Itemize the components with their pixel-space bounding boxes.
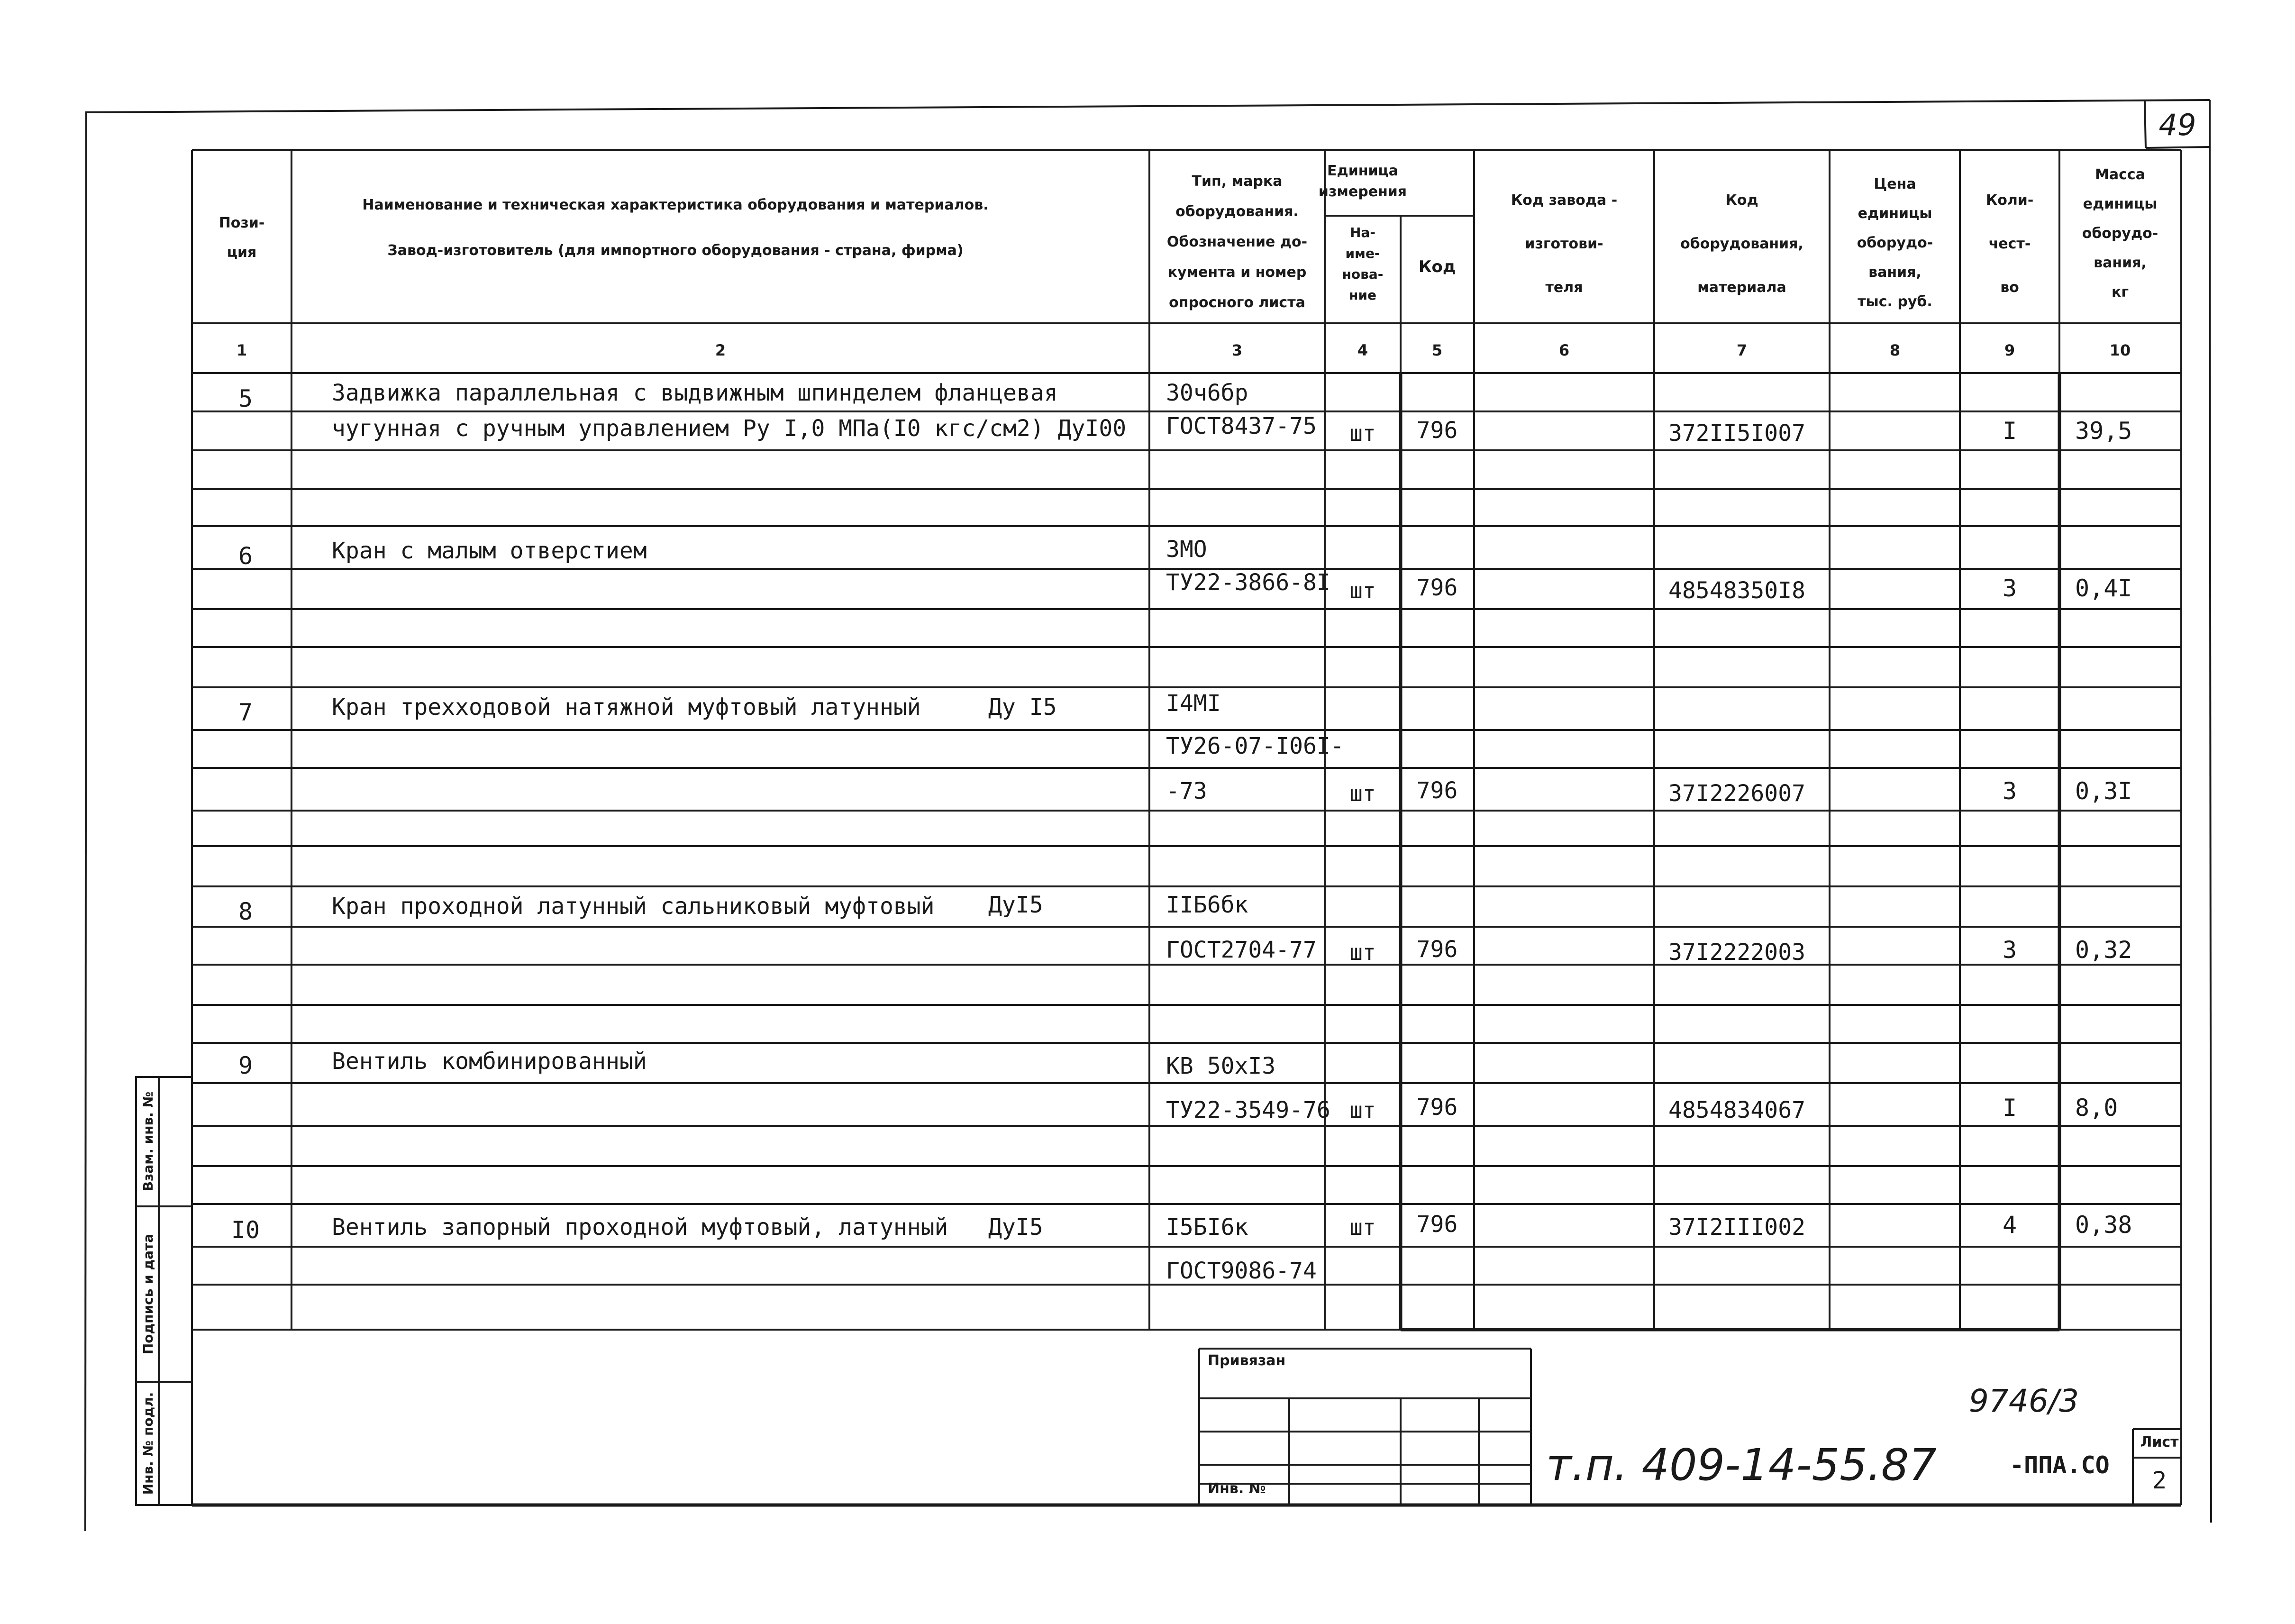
unit-code: 796 bbox=[1416, 936, 1458, 963]
header-price: Цена bbox=[1874, 176, 1916, 192]
inventory-label: Инв. № bbox=[1208, 1480, 1266, 1497]
mass: 0,3I bbox=[2075, 777, 2132, 805]
header-unit-name: ние bbox=[1349, 287, 1376, 303]
type-designation: I5БI6к bbox=[1166, 1214, 1248, 1241]
column-number: 8 bbox=[1889, 341, 1901, 359]
project-number: т.п. 409-14-55.87 bbox=[1546, 1440, 1937, 1490]
album-number: 9746/3 bbox=[1968, 1383, 2079, 1419]
header-name-line1: Наименование и техническая характеристика оборудования и материалов. bbox=[362, 197, 989, 213]
unit-name: шт bbox=[1349, 420, 1376, 446]
document-code: -ППА.СО bbox=[2010, 1451, 2110, 1479]
header-quantity: во bbox=[2000, 279, 2019, 296]
column-number: 2 bbox=[715, 341, 726, 359]
header-equipment-code: материала bbox=[1697, 279, 1786, 296]
item-name: чугунная с ручным управлением Ру I,0 МПа(I0 кгс/см2) ДуI00 bbox=[332, 415, 1127, 442]
header-unit-group: измерения bbox=[1318, 183, 1407, 200]
unit-name: шт bbox=[1349, 1097, 1376, 1123]
header-type: оборудования. bbox=[1175, 203, 1299, 220]
equipment-code: 37I2226007 bbox=[1668, 780, 1805, 807]
type-designation: ГОСТ9086-74 bbox=[1166, 1258, 1317, 1284]
header-unit-name: име- bbox=[1345, 246, 1380, 261]
sheet-index: 2 bbox=[2152, 1467, 2167, 1494]
mass: 8,0 bbox=[2075, 1094, 2118, 1122]
item-name: Кран с малым отверстием bbox=[332, 538, 647, 564]
quantity: 3 bbox=[2002, 575, 2017, 602]
nominal-diameter: ДуI5 bbox=[988, 892, 1043, 918]
equipment-code: 4854834067 bbox=[1668, 1097, 1805, 1123]
equipment-code: 37I2222003 bbox=[1668, 939, 1805, 966]
unit-name: шт bbox=[1349, 940, 1376, 965]
mass: 0,4I bbox=[2075, 575, 2132, 602]
column-number: 7 bbox=[1736, 341, 1748, 359]
header-position: Пози- bbox=[219, 215, 265, 231]
header-factory-code: теля bbox=[1545, 279, 1583, 296]
header-unit-group: Единица bbox=[1327, 163, 1398, 179]
quantity: I bbox=[2002, 417, 2017, 445]
sheet-label: Лист bbox=[2140, 1434, 2179, 1451]
header-equipment-code: Код bbox=[1725, 192, 1758, 209]
nominal-diameter: ДуI5 bbox=[988, 1214, 1043, 1241]
unit-name: шт bbox=[1349, 781, 1376, 806]
header-mass: кг bbox=[2111, 284, 2129, 301]
header-position: ция bbox=[227, 244, 257, 261]
position-number: 7 bbox=[238, 699, 253, 726]
type-designation: ТУ22-3866-8I bbox=[1166, 569, 1330, 596]
unit-name: шт bbox=[1349, 578, 1376, 603]
column-number: 1 bbox=[236, 341, 247, 359]
side-stamp-label: Подпись и дата bbox=[140, 1233, 156, 1355]
side-stamp-label: Взам. инв. № bbox=[140, 1091, 156, 1192]
header-factory-code: изготови- bbox=[1525, 236, 1603, 252]
item-name: Кран проходной латунный сальниковый муфтовый bbox=[332, 893, 935, 920]
header-type: опросного листа bbox=[1169, 294, 1305, 311]
quantity: 3 bbox=[2002, 777, 2017, 805]
header-name-line2: Завод-изготовитель (для импортного оборудования - страна, фирма) bbox=[387, 242, 964, 259]
header-unit-name: На- bbox=[1350, 225, 1375, 240]
column-number: 10 bbox=[2109, 341, 2131, 359]
mass: 0,38 bbox=[2075, 1211, 2132, 1239]
item-name: Кран трехходовой натяжной муфтовый латунный bbox=[332, 694, 921, 721]
position-number: 6 bbox=[238, 542, 253, 570]
position-number: 8 bbox=[238, 898, 253, 925]
header-price: единицы bbox=[1858, 205, 1932, 222]
unit-code: 796 bbox=[1416, 417, 1458, 444]
unit-code: 796 bbox=[1416, 1211, 1458, 1238]
header-factory-code: Код завода - bbox=[1511, 192, 1618, 209]
equipment-code: 37I2III002 bbox=[1668, 1214, 1805, 1241]
type-designation: IIБ6бк bbox=[1166, 892, 1248, 918]
header-price: тыс. руб. bbox=[1858, 293, 1932, 310]
mass: 39,5 bbox=[2075, 417, 2132, 445]
quantity: 4 bbox=[2002, 1211, 2017, 1239]
type-designation: ГОСТ2704-77 bbox=[1166, 937, 1317, 963]
type-designation: ТУ26-07-I06I- bbox=[1166, 733, 1344, 759]
type-designation: ГОСТ8437-75 bbox=[1166, 413, 1317, 439]
column-number: 6 bbox=[1558, 341, 1570, 359]
item-name: Вентиль запорный проходной муфтовый, латунный bbox=[332, 1214, 948, 1241]
type-designation: КВ 50хI3 bbox=[1166, 1053, 1276, 1079]
column-number: 5 bbox=[1431, 341, 1443, 359]
header-type: кумента и номер bbox=[1167, 264, 1307, 281]
unit-code: 796 bbox=[1416, 1094, 1458, 1121]
quantity: 3 bbox=[2002, 936, 2017, 964]
equipment-code: 48548350I8 bbox=[1668, 577, 1805, 604]
unit-code: 796 bbox=[1416, 777, 1458, 804]
header-mass: Масса bbox=[2095, 166, 2145, 183]
equipment-code: 372II5I007 bbox=[1668, 420, 1805, 447]
unit-name: шт bbox=[1349, 1214, 1376, 1240]
type-designation: -73 bbox=[1166, 778, 1207, 804]
quantity: I bbox=[2002, 1094, 2017, 1122]
header-unit-code: Код bbox=[1418, 257, 1456, 276]
linked-label: Привязан bbox=[1208, 1352, 1286, 1369]
header-mass: единицы bbox=[2083, 196, 2158, 212]
header-mass: оборудо- bbox=[2082, 225, 2158, 242]
unit-code: 796 bbox=[1416, 575, 1458, 601]
header-quantity: чест- bbox=[1988, 236, 2031, 252]
type-designation: 30ч6бр bbox=[1166, 380, 1248, 406]
header-type: Обозначение до- bbox=[1166, 234, 1308, 250]
item-name: Вентиль комбинированный bbox=[332, 1048, 647, 1075]
position-number: I0 bbox=[231, 1216, 260, 1244]
header-price: вания, bbox=[1868, 264, 1922, 281]
header-unit-name: нова- bbox=[1342, 266, 1384, 282]
nominal-diameter: Ду I5 bbox=[988, 694, 1057, 721]
header-equipment-code: оборудования, bbox=[1680, 236, 1803, 252]
position-number: 5 bbox=[238, 385, 253, 412]
position-number: 9 bbox=[238, 1052, 253, 1079]
column-number: 9 bbox=[2004, 341, 2015, 359]
item-name: Задвижка параллельная с выдвижным шпинделем фланцевая bbox=[332, 380, 1058, 406]
side-stamp-label: Инв. № подл. bbox=[140, 1392, 156, 1495]
column-number: 3 bbox=[1231, 341, 1243, 359]
header-mass: вания, bbox=[2094, 255, 2147, 271]
mass: 0,32 bbox=[2075, 936, 2132, 964]
type-designation: I4МI bbox=[1166, 690, 1221, 717]
header-price: оборудо- bbox=[1857, 235, 1933, 251]
type-designation: 3МО bbox=[1166, 536, 1207, 563]
header-quantity: Коли- bbox=[1985, 192, 2034, 209]
sheet-number-top: 49 bbox=[2158, 108, 2196, 142]
column-number: 4 bbox=[1357, 341, 1368, 359]
header-type: Тип, марка bbox=[1192, 173, 1283, 190]
type-designation: ТУ22-3549-76 bbox=[1166, 1097, 1330, 1123]
